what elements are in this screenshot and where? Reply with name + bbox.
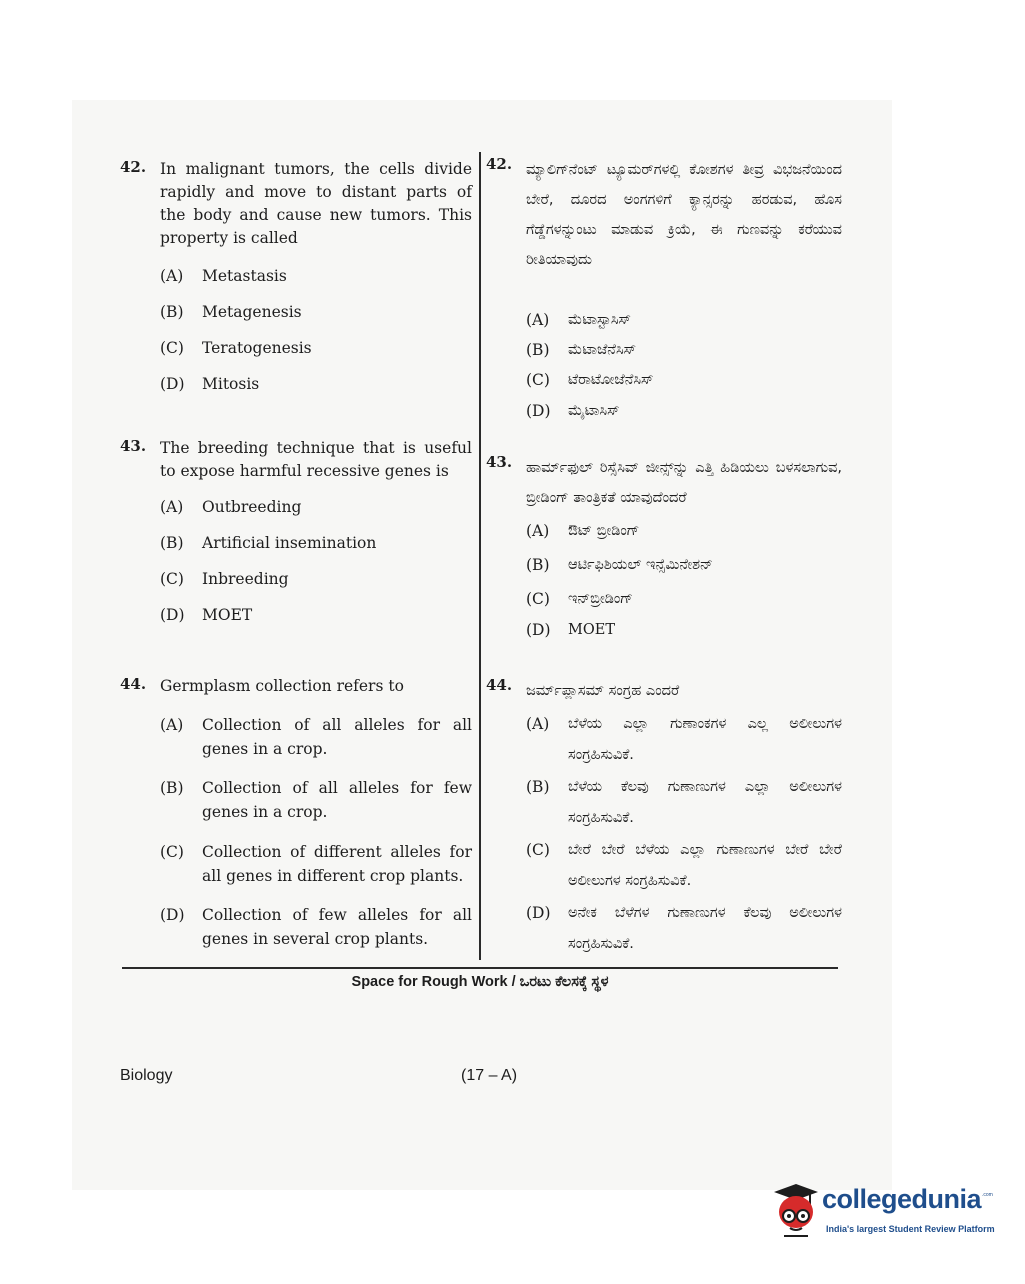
question-44-kn: [486, 676, 842, 952]
option-d: (D) Mitosis: [160, 375, 260, 393]
option-a: (A) ಬೆಳೆಯ ಎಲ್ಲಾ ಗುಣಾಂಕಗಳ ಎಲ್ಲ ಅಲೀಲುಗಳ ಸಂಗ್ರಹಿಸುವಿಕೆ.: [526, 715, 842, 763]
option-a: (A) Metastasis: [160, 267, 287, 285]
question-number: 43.: [486, 453, 513, 471]
question-number: 43.: [120, 437, 147, 455]
option-c: (C) ಬೇರೆ ಬೇರೆ ಬೆಳೆಯ ಎಲ್ಲಾ ಗುಣಾಣುಗಳ ಬೇರೆ ಬೇರೆ ಅಲೀಲುಗಳ ಸಂಗ್ರಹಿಸುವಿಕೆ.: [526, 841, 842, 889]
option-b: (B) ಆರ್ಟಿಫಿಶಿಯಲ್ ಇನ್ಸೆಮಿನೇಶನ್: [526, 556, 713, 574]
logo-name: collegedunia: [822, 1184, 982, 1214]
question-number: 44.: [120, 675, 147, 693]
option-c: (C) Collection of different alleles for all genes in different crop plants.: [160, 843, 472, 885]
option-d: (D) Collection of few alleles for all genes in several crop plants.: [160, 906, 472, 948]
question-text: Germplasm collection refers to: [160, 677, 404, 695]
question-text: In malignant tumors, the cells divide rapidly and move to distant parts of the body and cause new tumors. This property is called: [160, 160, 472, 247]
question-text: ಮ್ಯಾಲಿಗ್‌ನೆಂಟ್ ಟ್ಯೂಮರ್‌ಗಳಲ್ಲಿ ಕೋಶಗಳ ತೀವ್ರ ವಿಭಜನೆಯಿಂದ ಬೇರೆ, ದೂರದ ಅಂಗಗಳಿಗೆ ಕ್ಯಾನ್ಸರನ್ನು ಹರಡುವ, ಹೊಸ ಗೆಡ್ಡೆಗಳನ್ನುಂಟು ಮಾಡುವ ಕ್ರಿಯೆ, ಈ ಗುಣವನ್ನು ಕರೆಯುವ ರೀತಿಯಾವುದು: [526, 162, 842, 268]
question-number: 42.: [486, 155, 513, 173]
option-c: (C) Teratogenesis: [160, 339, 312, 357]
logo-tagline: India's largest Student Review Platform: [826, 1224, 995, 1234]
option-b: (B) Collection of all alleles for few genes in a crop.: [160, 779, 472, 821]
column-divider: [479, 152, 481, 960]
subject-label: Biology: [120, 1067, 173, 1084]
option-d: (D) ಅನೇಕ ಬೆಳೆಗಳ ಗುಣಾಣುಗಳ ಕೆಲವು ಅಲೀಲುಗಳ ಸಂಗ್ರಹಿಸುವಿಕೆ.: [526, 904, 842, 952]
question-42-en: [120, 158, 472, 393]
question-text: ಜರ್ಮ್‌ಪ್ಲಾಸಮ್ ಸಂಗ್ರಹ ಎಂದರೆ: [526, 683, 680, 699]
option-a: (A) Outbreeding: [160, 498, 302, 516]
option-d: (D) MOET: [526, 621, 615, 639]
logo-suffix: .com: [982, 1192, 993, 1198]
question-text: The breeding technique that is useful to expose harmful recessive genes is: [160, 439, 472, 480]
option-b: (B) ಮೆಟಾಜೆನೆಸಿಸ್: [526, 341, 637, 359]
option-b: (B) Artificial insemination: [160, 534, 377, 552]
option-b: (B) ಬೆಳೆಯ ಕೆಲವು ಗುಣಾಣುಗಳ ಎಲ್ಲಾ ಅಲೀಲುಗಳ ಸಂಗ್ರಹಿಸುವಿಕೆ.: [526, 778, 842, 826]
option-a: (A) ಮೆಟಾಸ್ಟಾಸಿಸ್: [526, 311, 631, 329]
question-44-en: [120, 675, 472, 948]
question-number: 42.: [120, 158, 147, 176]
rough-work-divider: [122, 967, 838, 969]
option-d: (D) MOET: [160, 606, 253, 624]
option-a: (A) ಔಟ್ ಬ್ರೀಡಿಂಗ್: [526, 522, 640, 540]
question-43-kn: [486, 453, 842, 639]
question-42-kn: [486, 155, 842, 420]
option-c: (C) Inbreeding: [160, 570, 289, 588]
option-b: (B) Metagenesis: [160, 303, 302, 321]
option-d: (D) ಮೈಟಾಸಿಸ್: [526, 402, 620, 420]
mascot-icon: [770, 1178, 824, 1250]
question-number: 44.: [486, 676, 513, 694]
option-a: (A) Collection of all alleles for all genes in a crop.: [160, 716, 472, 758]
rough-work-label: Space for Rough Work / ಒರಟು ಕೆಲಸಕ್ಕೆ ಸ್ಥಳ: [351, 974, 609, 990]
option-c: (C) ಟೆರಾಟೋಜೆನೆಸಿಸ್: [526, 371, 654, 389]
question-43-en: [120, 437, 472, 624]
collegedunia-logo: [770, 1178, 1000, 1258]
page-number: (17 – A): [461, 1067, 518, 1084]
option-c: (C) ಇನ್‌ಬ್ರೀಡಿಂಗ್: [526, 590, 633, 608]
question-text: ಹಾರ್ಮ್‌ಫುಲ್ ರಿಸ್ಸೆಸಿವ್ ಜೀನ್ಸ್‌ನ್ನು ಎತ್ತಿ ಹಿಡಿಯಲು ಬಳಸಲಾಗುವ, ಬ್ರೀಡಿಂಗ್ ತಾಂತ್ರಿಕತೆ ಯಾವುದೆಂದರೆ: [526, 460, 842, 506]
